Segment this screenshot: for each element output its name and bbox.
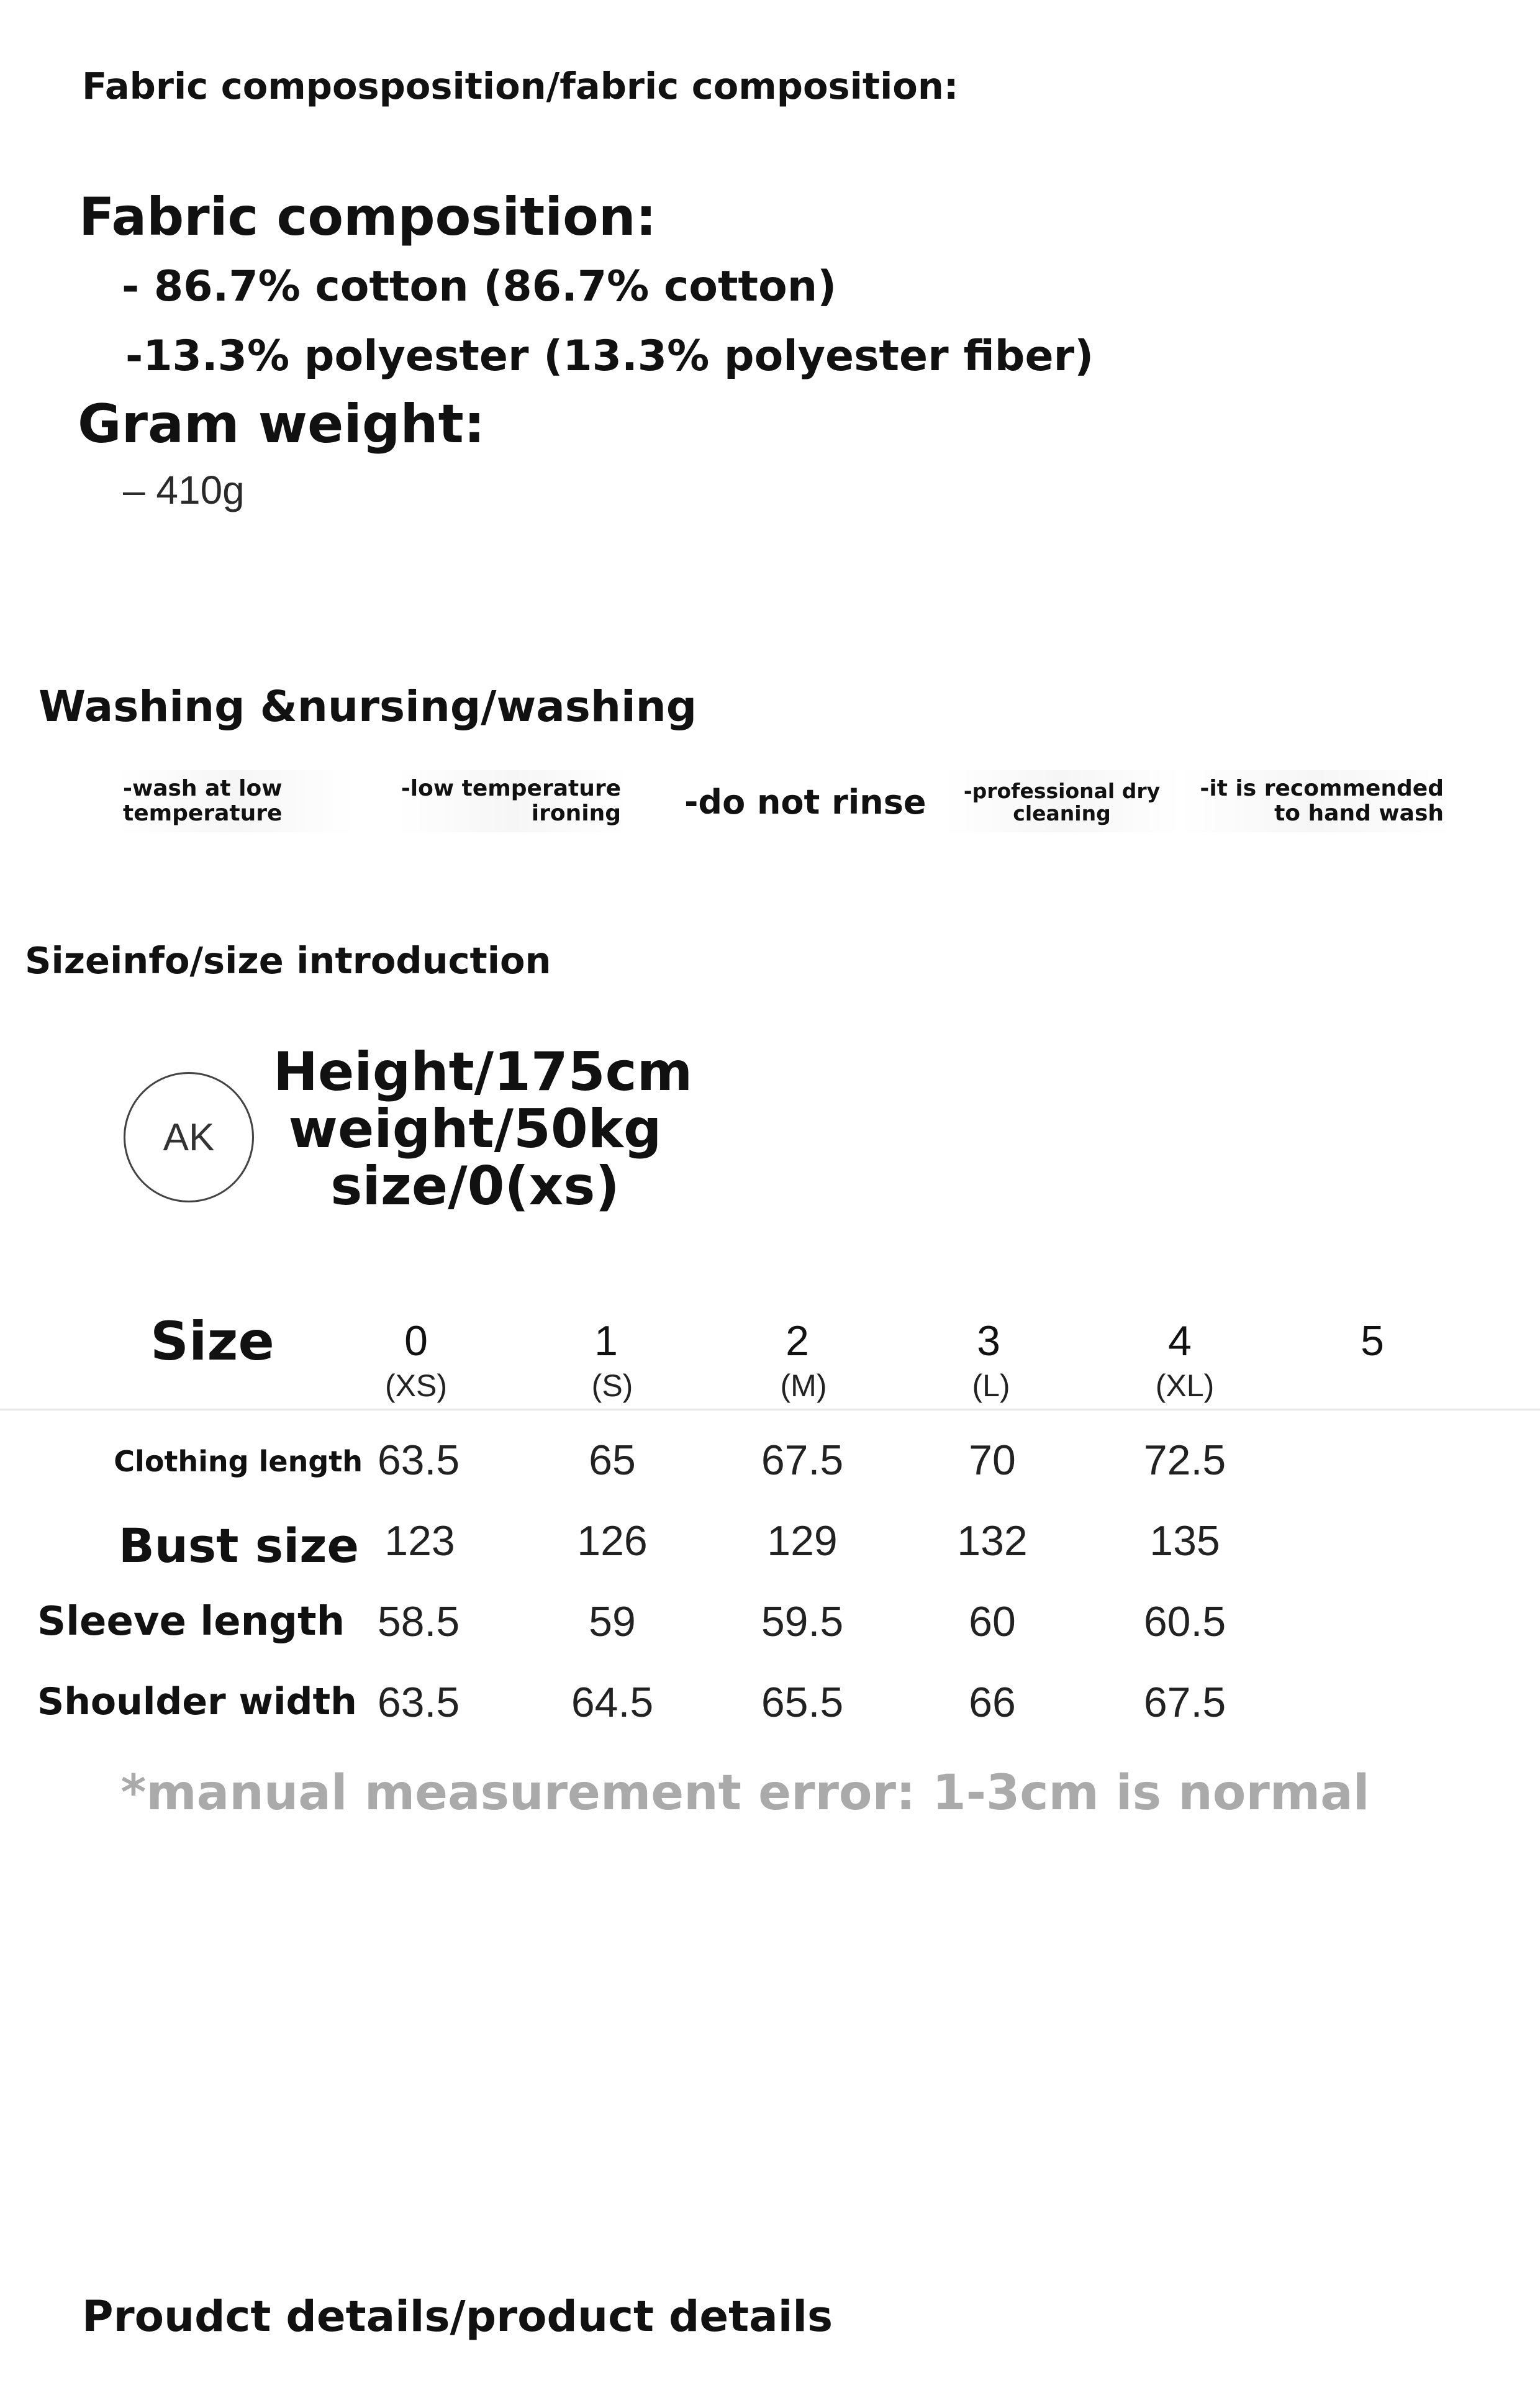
size-column-number: 5 <box>1361 1317 1384 1365</box>
care-wash-low-temperature: -wash at low temperature <box>123 776 283 826</box>
gram-weight-title: Gram weight: <box>78 393 486 455</box>
size-column-number: 1 <box>594 1317 618 1365</box>
table-cell: 135 <box>1149 1517 1220 1565</box>
size-column-number: 4 <box>1168 1317 1192 1365</box>
table-cell: 64.5 <box>571 1679 654 1726</box>
fabric-composition-title: Fabric composition: <box>79 186 657 247</box>
table-cell: 70 <box>969 1437 1016 1484</box>
product-details-heading: Proudct details/product details <box>82 2292 833 2342</box>
table-cell: 58.5 <box>377 1598 460 1645</box>
table-divider <box>0 1409 1540 1411</box>
table-cell: 60 <box>969 1598 1016 1645</box>
size-column-number: 2 <box>786 1317 809 1365</box>
row-label-shoulder-width: Shoulder width <box>37 1680 357 1724</box>
model-size: size/0(xs) <box>330 1155 620 1217</box>
care-hand-wash: -it is recommended to hand wash <box>1200 776 1444 826</box>
fabric-composition-item: -13.3% polyester (13.3% polyester fiber) <box>125 332 1094 381</box>
model-height: Height/175cm <box>273 1041 693 1103</box>
fabric-section-heading: Fabric composposition/fabric composition: <box>82 65 959 107</box>
size-column-code: (L) <box>972 1368 1010 1403</box>
size-column-code: (XL) <box>1155 1368 1215 1403</box>
care-professional-dry-cleaning: -professional dry cleaning <box>963 779 1161 826</box>
table-cell: 65.5 <box>761 1679 844 1726</box>
model-weight: weight/50kg <box>288 1098 662 1160</box>
row-label-clothing-length: Clothing length <box>114 1445 363 1478</box>
size-table-label: Size <box>150 1311 274 1373</box>
table-cell: 65 <box>589 1437 636 1484</box>
table-cell: 72.5 <box>1143 1437 1226 1484</box>
table-cell: 123 <box>384 1517 455 1565</box>
table-cell: 67.5 <box>1143 1679 1226 1726</box>
size-column-code: (M) <box>780 1368 827 1403</box>
table-cell: 126 <box>577 1517 648 1565</box>
row-label-bust-size: Bust size <box>118 1518 359 1573</box>
table-cell: 60.5 <box>1143 1598 1226 1645</box>
care-low-temperature-ironing: -low temperature ironing <box>401 776 621 826</box>
gram-weight-value: – 410g <box>123 468 245 512</box>
washing-section-heading: Washing &nursing/washing <box>38 682 697 732</box>
table-cell: 67.5 <box>761 1437 844 1484</box>
table-cell: 129 <box>767 1517 838 1565</box>
size-column-number: 0 <box>404 1317 428 1365</box>
row-label-sleeve-length: Sleeve length <box>37 1599 345 1645</box>
model-avatar: AK <box>124 1072 254 1202</box>
table-cell: 59 <box>589 1598 636 1645</box>
table-cell: 59.5 <box>761 1598 844 1645</box>
size-column-number: 3 <box>977 1317 1000 1365</box>
size-section-heading: Sizeinfo/size introduction <box>25 939 551 982</box>
table-cell: 63.5 <box>377 1679 460 1726</box>
size-column-code: (XS) <box>385 1368 447 1403</box>
measurement-error-note: *manual measurement error: 1-3cm is normal <box>120 1765 1370 1821</box>
care-do-not-rinse: -do not rinse <box>684 783 926 822</box>
fabric-composition-item: - 86.7% cotton (86.7% cotton) <box>122 262 837 311</box>
size-column-code: (S) <box>591 1368 633 1403</box>
table-cell: 63.5 <box>377 1437 460 1484</box>
table-cell: 132 <box>957 1517 1028 1565</box>
table-cell: 66 <box>969 1679 1016 1726</box>
